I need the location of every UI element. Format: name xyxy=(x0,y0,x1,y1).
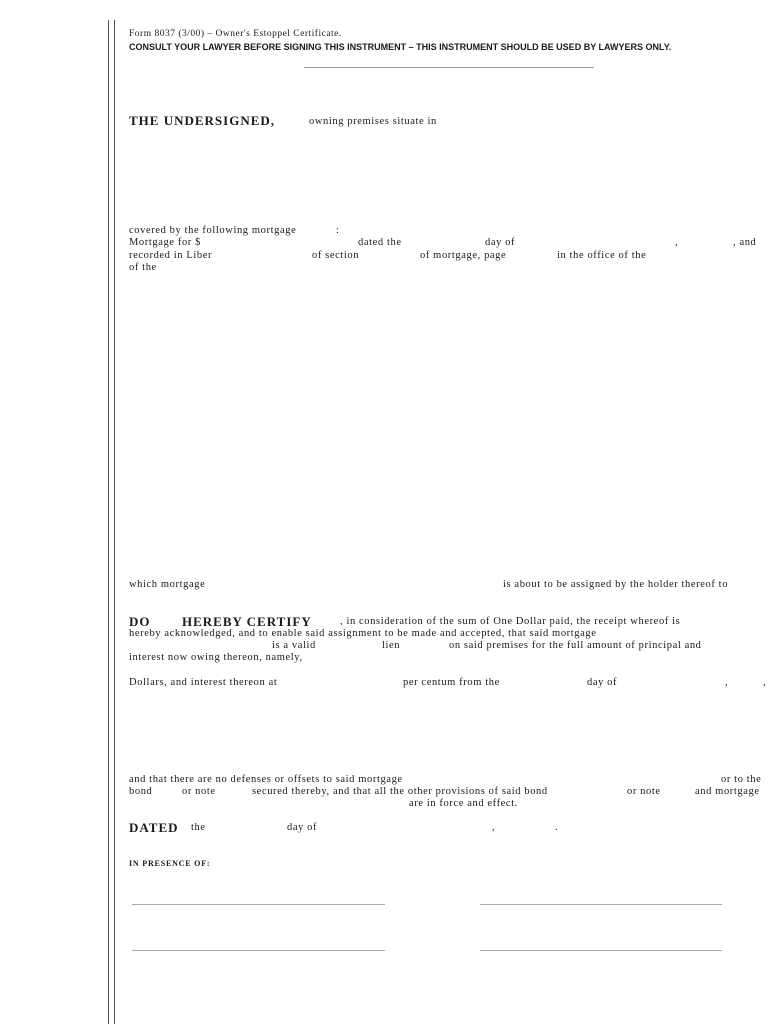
margin-line-right xyxy=(114,20,115,1024)
lien-label: lien xyxy=(382,640,401,651)
signer-signature-line-2 xyxy=(480,950,722,951)
secured-thereby-label: secured thereby, and that all the other provisions of said bond xyxy=(252,786,548,797)
in-force-label: are in force and effect. xyxy=(409,798,518,809)
in-presence-of-label: IN PRESENCE OF: xyxy=(129,859,211,868)
hereby-certify-heading: HEREBY CERTIFY xyxy=(182,614,312,629)
form-id: Form 8037 (3/00) – Owner's Estoppel Certificate. xyxy=(129,29,342,39)
recorded-in-liber-label: recorded in Liber xyxy=(129,250,213,261)
which-mortgage-label: which mortgage xyxy=(129,579,206,590)
no-defenses-label: and that there are no defenses or offsets to said mortgage xyxy=(129,774,403,785)
in-office-label: in the office of the xyxy=(557,250,647,261)
about-to-be-assigned-label: is about to be assigned by the holder thereof to xyxy=(503,579,729,590)
year-comma: , xyxy=(675,237,679,248)
of-section-label: of section xyxy=(312,250,360,261)
interest-day-of-label: day of xyxy=(587,677,618,688)
dated-the-text: the xyxy=(191,822,206,833)
bond-label: bond xyxy=(129,786,153,797)
dated-period: . xyxy=(555,822,559,833)
dollars-interest-label: Dollars, and interest thereon at xyxy=(129,677,278,688)
interest-comma-1: , xyxy=(725,677,729,688)
witness-signature-line-1 xyxy=(132,904,385,905)
intro-heading: THE UNDERSIGNED, xyxy=(129,113,276,128)
dated-comma: , xyxy=(492,822,496,833)
and-mortgage-label: and mortgage xyxy=(695,786,760,797)
intro-text: owning premises situate in xyxy=(309,116,437,127)
on-premises-label: on said premises for the full amount of principal and xyxy=(449,640,702,651)
margin-line-left xyxy=(108,20,109,1024)
or-note-label-2: or note xyxy=(627,786,661,797)
signer-signature-line-1 xyxy=(480,904,722,905)
dated-heading: DATED xyxy=(129,820,179,835)
covered-by-text: covered by the following mortgage xyxy=(129,225,297,236)
covered-by-colon: : xyxy=(336,225,340,236)
interest-comma-2: , xyxy=(763,677,767,688)
or-note-label: or note xyxy=(182,786,216,797)
certify-line-2: hereby acknowledged, and to enable said assignment to be made and accepted, that said mortgage xyxy=(129,628,597,639)
per-centum-label: per centum from the xyxy=(403,677,500,688)
certify-line-4: interest now owing thereon, namely, xyxy=(129,652,303,663)
and-label: , and xyxy=(733,237,757,248)
dated-the-label: dated the xyxy=(358,237,402,248)
lawyer-warning: CONSULT YOUR LAWYER BEFORE SIGNING THIS INSTRUMENT – THIS INSTRUMENT SHOULD BE USED BY LAWYERS ONLY. xyxy=(129,42,672,52)
header-rule xyxy=(304,67,594,68)
mortgage-for-label: Mortgage for $ xyxy=(129,237,201,248)
or-to-the-label: or to the xyxy=(721,774,762,785)
of-mortgage-page-label: of mortgage, page xyxy=(420,250,507,261)
of-the-label: of the xyxy=(129,262,157,273)
do-heading: DO xyxy=(129,614,151,629)
dated-day-of-label: day of xyxy=(287,822,318,833)
day-of-label: day of xyxy=(485,237,516,248)
witness-signature-line-2 xyxy=(132,950,385,951)
is-a-valid-label: is a valid xyxy=(272,640,316,651)
certify-line-1: , in consideration of the sum of One Dollar paid, the receipt whereof is xyxy=(340,616,681,627)
